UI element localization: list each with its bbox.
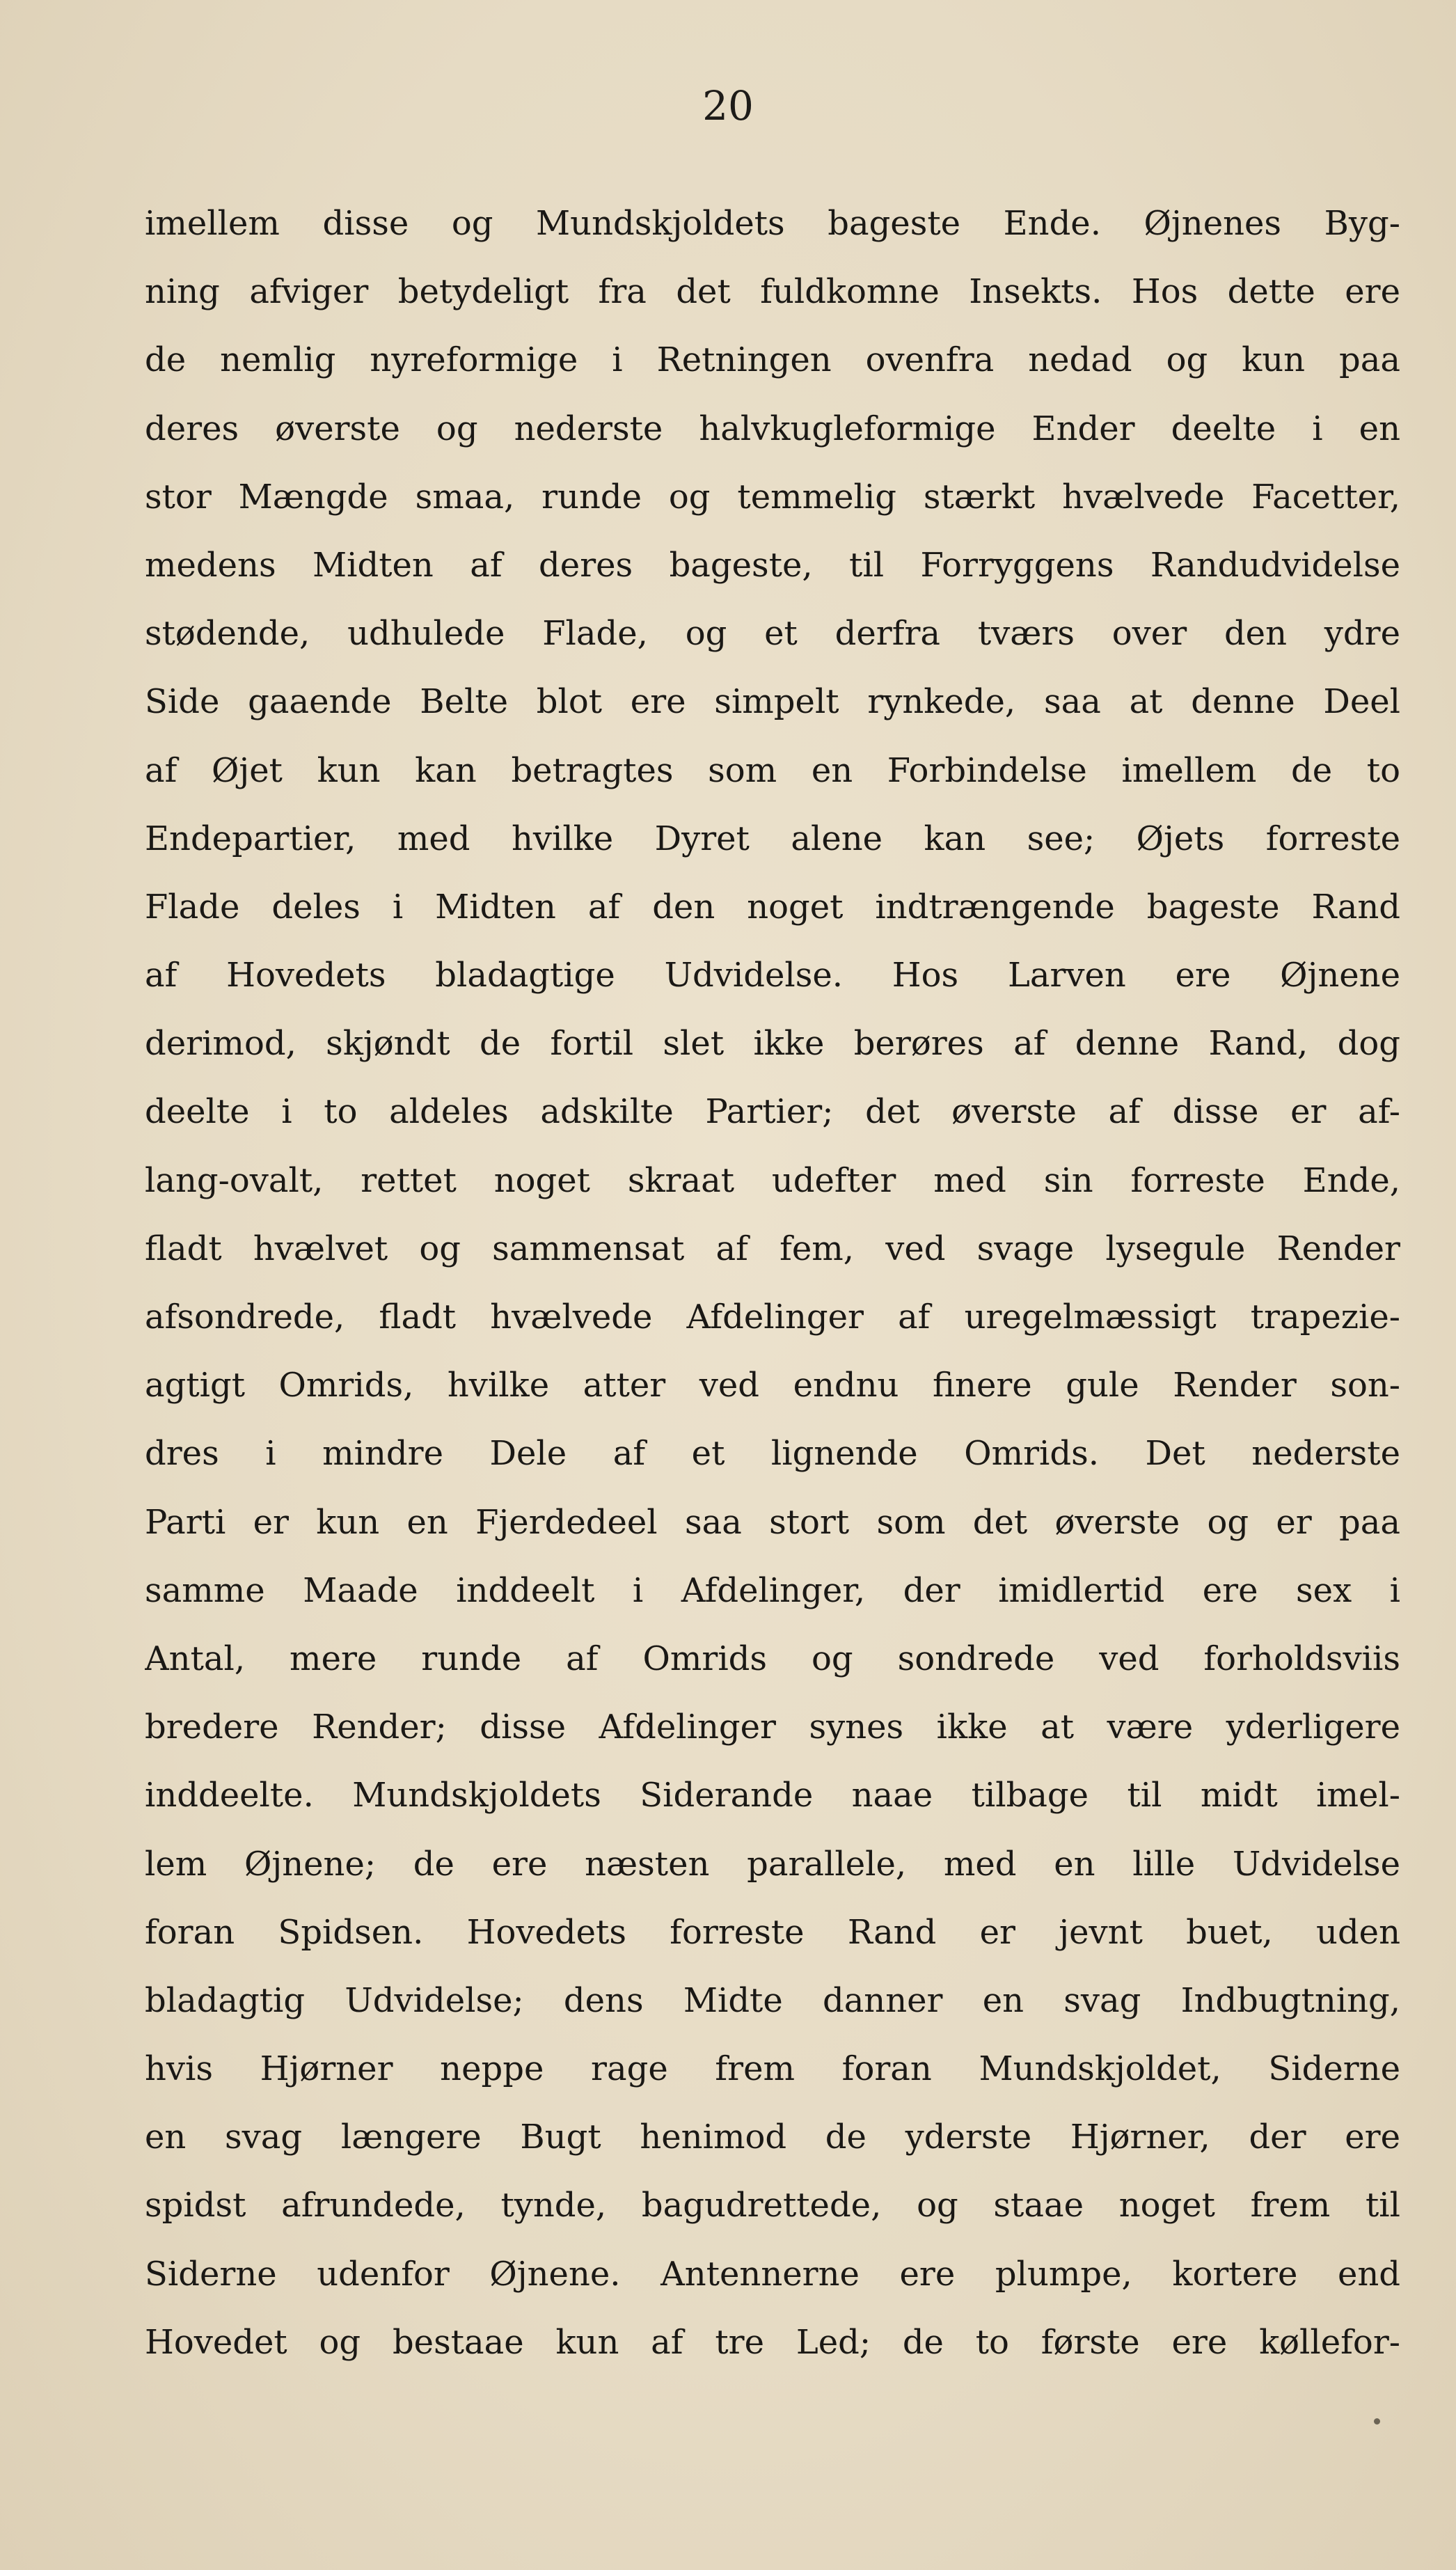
text-line: foran Spidsen. Hovedets forreste Rand er jevnt buet, uden bbox=[145, 1912, 1400, 1952]
text-line: medens Midten af deres bageste, til Forryggens Randudvidelse bbox=[145, 545, 1400, 585]
text-line: bredere Render; disse Afdelinger synes ikke at være yderligere bbox=[145, 1708, 1400, 1747]
text-line: deres øverste og nederste halvkugleformige Ender deelte i en bbox=[145, 409, 1400, 448]
text-line: Siderne udenfor Øjnene. Antennerne ere plumpe, kortere end bbox=[145, 2254, 1400, 2294]
text-line: fladt hvælvet og sammensat af fem, ved svage lysegule Render bbox=[145, 1229, 1400, 1268]
text-line: spidst afrundede, tynde, bagudrettede, og staae noget frem til bbox=[145, 2186, 1400, 2225]
text-line: bladagtig Udvidelse; dens Midte danner en svag Indbugtning, bbox=[145, 1980, 1400, 2020]
body-text bbox=[145, 189, 1400, 2376]
text-line: lang-ovalt, rettet noget skraat udefter med sin forreste Ende, bbox=[145, 1160, 1400, 1200]
text-line: Endepartier, med hvilke Dyret alene kan see; Øjets forreste bbox=[145, 819, 1400, 858]
text-line: agtigt Omrids, hvilke atter ved endnu finere gule Render son- bbox=[145, 1366, 1400, 1405]
text-line: inddeelte. Mundskjoldets Siderande naae tilbage til midt imel- bbox=[145, 1776, 1400, 1815]
text-line: imellem disse og Mundskjoldets bageste Ende. Øjnenes Byg- bbox=[145, 204, 1400, 243]
page-number: 20 bbox=[702, 82, 754, 129]
text-line: stor Mængde smaa, runde og temmelig stærkt hvælvede Facetter, bbox=[145, 477, 1400, 517]
text-line: Flade deles i Midten af den noget indtrængende bageste Rand bbox=[145, 887, 1400, 927]
text-line: af Øjet kun kan betragtes som en Forbindelse imellem de to bbox=[145, 750, 1400, 790]
text-line: deelte i to aldeles adskilte Partier; det øverste af disse er af- bbox=[145, 1092, 1400, 1132]
text-line: afsondrede, fladt hvælvede Afdelinger af uregelmæssigt trapezie- bbox=[145, 1298, 1400, 1337]
text-line: af Hovedets bladagtige Udvidelse. Hos Larven ere Øjnene bbox=[145, 956, 1400, 995]
text-line: Parti er kun en Fjerdedeel saa stort som det øverste og er paa bbox=[145, 1502, 1400, 1542]
text-line: stødende, udhulede Flade, og et derfra tværs over den ydre bbox=[145, 614, 1400, 654]
text-line: derimod, skjøndt de fortil slet ikke berøres af denne Rand, dog bbox=[145, 1024, 1400, 1064]
paper-speck bbox=[1374, 2418, 1380, 2425]
text-line: ning afviger betydeligt fra det fuldkomne Insekts. Hos dette ere bbox=[145, 272, 1400, 312]
text-line: Side gaaende Belte blot ere simpelt rynkede, saa at denne Deel bbox=[145, 682, 1400, 722]
text-line: Antal, mere runde af Omrids og sondrede ved forholdsviis bbox=[145, 1639, 1400, 1678]
text-line: de nemlig nyreformige i Retningen ovenfra nedad og kun paa bbox=[145, 340, 1400, 380]
text-line: en svag længere Bugt henimod de yderste Hjørner, der ere bbox=[145, 2118, 1400, 2157]
text-line: samme Maade inddeelt i Afdelinger, der imidlertid ere sex i bbox=[145, 1570, 1400, 1610]
text-line: lem Øjnene; de ere næsten parallele, med en lille Udvidelse bbox=[145, 1844, 1400, 1884]
text-line: Hovedet og bestaae kun af tre Led; de to første ere køllefor- bbox=[145, 2322, 1400, 2362]
text-line: dres i mindre Dele af et lignende Omrids. Det nederste bbox=[145, 1434, 1400, 1474]
text-line: hvis Hjørner neppe rage frem foran Mundskjoldet, Siderne bbox=[145, 2049, 1400, 2089]
